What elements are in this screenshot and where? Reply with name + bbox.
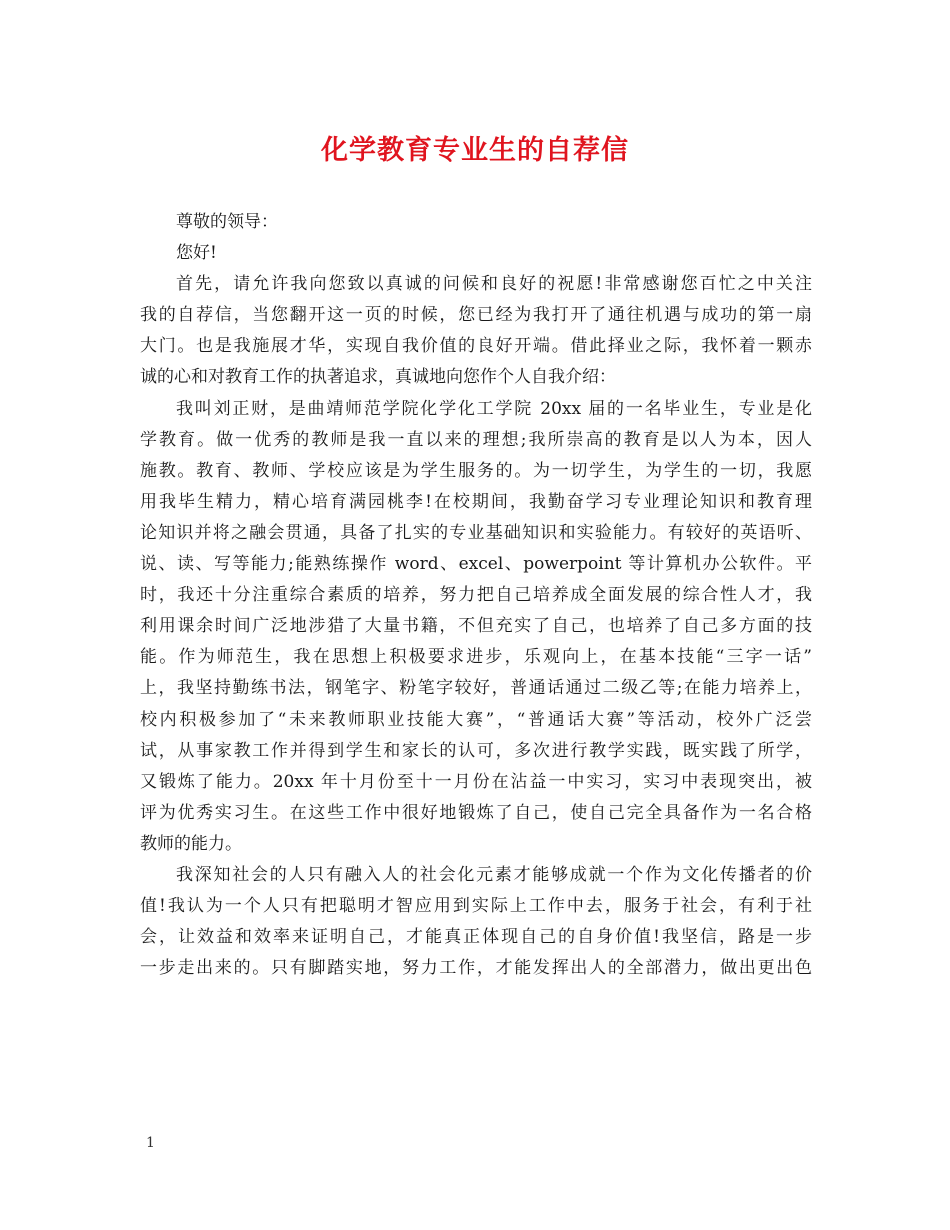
paragraph-3-line: 我深知社会的人只有融入人的社会化元素才能够成就一个作为文化传播者的价 [176,864,812,885]
paragraph-3-line: 值!我认为一个人只有把聪明才智应用到实际上工作中去，服务于社会，有利于社 [140,896,812,917]
paragraph-1-line: 我的自荐信，当您翻开这一页的时候，您已经为我打开了通往机遇与成功的第一扇 [140,305,812,326]
letter-body [140,207,812,984]
paragraph-2-line: 能。作为师范生，我在思想上积极要求进步，乐观向上，在基本技能“三字一话” [140,647,812,668]
paragraph-2-line: 教师的能力。 [140,833,242,854]
paragraph-2-line: 施教。教育、教师、学校应该是为学生服务的。为一切学生，为学生的一切，我愿 [140,460,812,481]
paragraph-2-line: 校内积极参加了“未来教师职业技能大赛”，“普通话大赛”等活动，校外广泛尝 [140,709,812,730]
paragraph-1-line: 首先，请允许我向您致以真诚的问候和良好的祝愿!非常感谢您百忙之中关注 [176,274,812,295]
paragraph-2-line: 用我毕生精力，精心培育满园桃李!在校期间，我勤奋学习专业理论知识和教育理 [140,491,812,512]
paragraph-2-line: 评为优秀实习生。在这些工作中很好地锻炼了自己，使自己完全具备作为一名合格 [140,802,812,823]
paragraph-2-line: 又锻炼了能力。20xx 年十月份至十一月份在沾益一中实习，实习中表现突出，被 [140,771,812,792]
paragraph-2-line: 学教育。做一优秀的教师是我一直以来的理想;我所崇高的教育是以人为本，因人 [140,429,812,450]
document-title: 化学教育专业生的自荐信 [321,135,629,166]
paragraph-3-line: 一步走出来的。只有脚踏实地，努力工作，才能发挥出人的全部潜力，做出更出色 [140,958,812,979]
greeting: 您好! [176,243,217,264]
paragraph-1-line: 大门。也是我施展才华，实现自我价值的良好开端。借此择业之际，我怀着一颗赤 [140,336,812,357]
paragraph-2-line: 说、读、写等能力;能熟练操作 word、excel、powerpoint 等计算机办公软件。平 [140,554,812,575]
paragraph-2-line: 利用课余时间广泛地涉猎了大量书籍，不但充实了自己，也培养了自己多方面的技 [140,616,812,637]
paragraph-2-line: 上，我坚持勤练书法，钢笔字、粉笔字较好，普通话通过二级乙等;在能力培养上， [140,678,812,699]
paragraph-2-line: 时，我还十分注重综合素质的培养，努力把自己培养成全面发展的综合性人才，我 [140,585,812,606]
paragraph-2-line: 论知识并将之融会贯通，具备了扎实的专业基础知识和实验能力。有较好的英语听、 [140,522,812,543]
page-number: 1 [146,1135,155,1151]
salutation: 尊敬的领导： [176,212,278,232]
paragraph-1-line: 诚的心和对教育工作的执著追求，真诚地向您作个人自我介绍： [140,367,616,388]
paragraph-2-line: 试，从事家教工作并得到学生和家长的认可，多次进行教学实践，既实践了所学， [140,740,812,761]
paragraph-2-line: 我叫刘正财，是曲靖师范学院化学化工学院 20xx 届的一名毕业生，专业是化 [176,398,812,419]
paragraph-3-line: 会，让效益和效率来证明自己，才能真正体现自己的自身价值!我坚信，路是一步 [140,927,812,948]
